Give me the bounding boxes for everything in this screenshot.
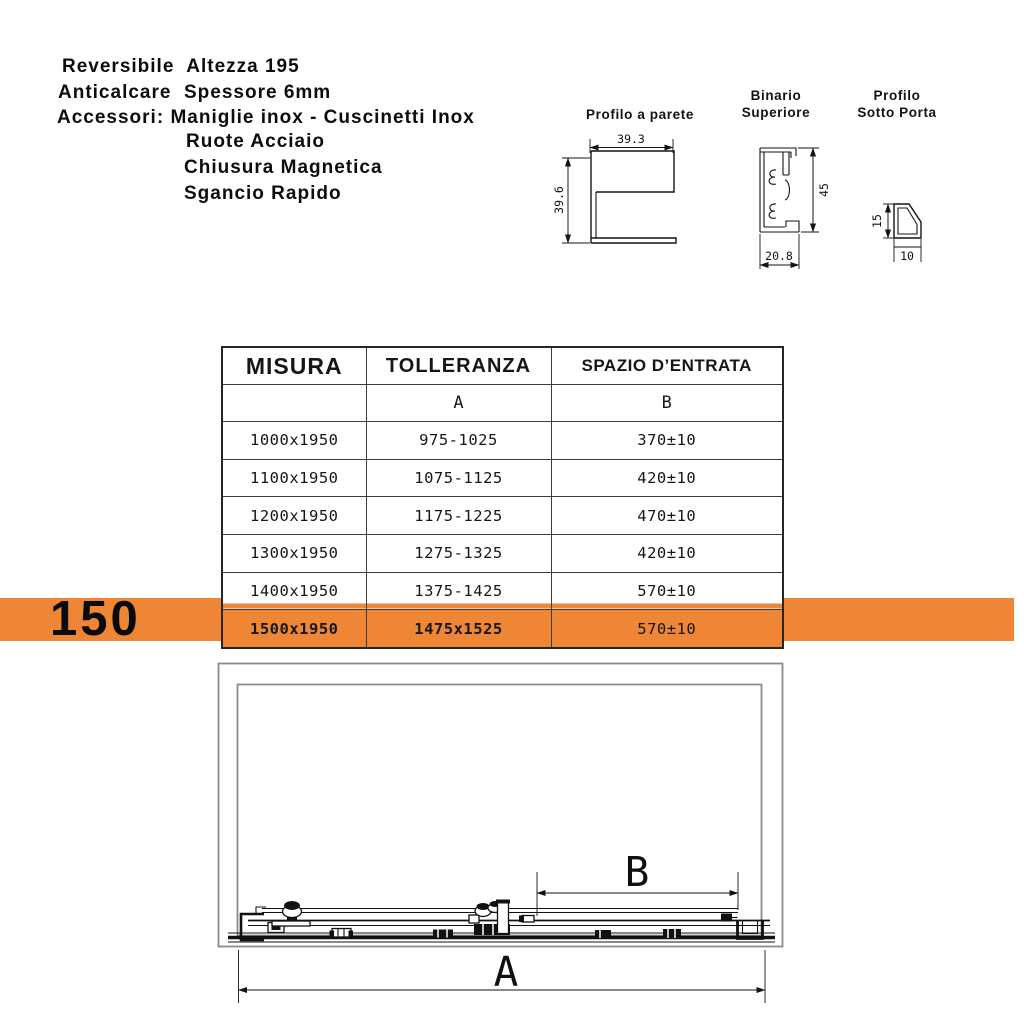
top-rail-drawing xyxy=(742,88,831,269)
wall-profile-height-dim: 39.6 xyxy=(552,186,566,214)
table-header-row xyxy=(222,347,783,385)
dimension-b xyxy=(537,848,738,916)
cell-spazio: 570±10 xyxy=(551,572,783,610)
door-top-view-diagram xyxy=(195,650,820,1024)
subheader-empty xyxy=(222,385,366,422)
feature-line-accessori: Accessori: Maniglie inox - Cuscinetti Inox xyxy=(57,107,475,128)
feature-line-chiusura: Chiusura Magnetica xyxy=(184,157,383,178)
cell-tolleranza: 975-1025 xyxy=(366,422,551,460)
header-tolleranza: TOLLERANZA xyxy=(366,347,551,385)
cell-misura: 1000x1950 xyxy=(222,422,366,460)
wall-profile-drawing xyxy=(552,107,694,243)
table-subheader-row xyxy=(222,385,783,422)
dim-a-label: A xyxy=(493,948,519,996)
rail-clamp-2 xyxy=(433,930,453,938)
top-rail-title-2: Superiore xyxy=(741,105,811,120)
rail-clamp-1 xyxy=(330,929,354,938)
table-row xyxy=(222,572,783,610)
cell-misura: 1200x1950 xyxy=(222,497,366,535)
rail-clamp-3 xyxy=(595,930,611,938)
cell-spazio: 370±10 xyxy=(551,422,783,460)
table-row xyxy=(222,535,783,573)
cell-misura: 1100x1950 xyxy=(222,459,366,497)
feature-line-reversibile: Reversibile Altezza 195 xyxy=(62,56,300,77)
under-door-title-2: Sotto Porta xyxy=(857,105,937,120)
dim-b-label: B xyxy=(624,848,650,896)
subheader-b: B xyxy=(551,385,783,422)
cell-misura: 1300x1950 xyxy=(222,535,366,573)
wall-profile-width-dim: 39.3 xyxy=(617,132,645,146)
cell-spazio: 420±10 xyxy=(551,535,783,573)
rail-stop-piece xyxy=(519,916,534,923)
size-table xyxy=(221,346,784,649)
cell-spazio: 470±10 xyxy=(551,497,783,535)
under-door-height-dim: 15 xyxy=(870,214,884,228)
cell-spazio: 420±10 xyxy=(551,459,783,497)
feature-line-anticalcare: Anticalcare Spessore 6mm xyxy=(58,82,332,103)
wall-profile-title: Profilo a parete xyxy=(586,107,694,122)
under-door-width-dim: 10 xyxy=(900,249,914,263)
table-row xyxy=(222,422,783,460)
cell-misura: 1500x1950 xyxy=(222,610,366,648)
dimension-a xyxy=(239,948,766,1003)
cell-tolleranza: 1275-1325 xyxy=(366,535,551,573)
top-rail-width-dim: 20.8 xyxy=(765,249,793,263)
cell-tolleranza: 1475x1525 xyxy=(366,610,551,648)
feature-line-sgancio: Sgancio Rapido xyxy=(184,183,342,204)
subheader-a: A xyxy=(366,385,551,422)
feature-line-ruote: Ruote Acciaio xyxy=(186,131,325,152)
under-door-profile-drawing xyxy=(857,88,936,263)
table-row xyxy=(222,497,783,535)
rail-clamp-4 xyxy=(663,929,681,938)
top-rail-title-1: Binario xyxy=(750,88,802,103)
header-misura: MISURA xyxy=(222,347,366,385)
size-label: 150 xyxy=(50,592,141,646)
size-table-wrap xyxy=(221,346,784,649)
roller-left xyxy=(272,901,310,926)
cell-spazio: 570±10 xyxy=(551,610,783,648)
table-row-highlighted xyxy=(222,610,783,648)
cell-misura: 1400x1950 xyxy=(222,572,366,610)
under-door-title-1: Profilo xyxy=(873,88,921,103)
top-rail-height-dim: 45 xyxy=(817,183,831,197)
cell-tolleranza: 1375-1425 xyxy=(366,572,551,610)
roller-carriage-center xyxy=(469,900,510,936)
profile-drawings xyxy=(545,80,965,285)
cell-tolleranza: 1075-1125 xyxy=(366,459,551,497)
header-spazio-entrata: SPAZIO D’ENTRATA xyxy=(551,347,783,385)
cell-tolleranza: 1175-1225 xyxy=(366,497,551,535)
table-row xyxy=(222,459,783,497)
